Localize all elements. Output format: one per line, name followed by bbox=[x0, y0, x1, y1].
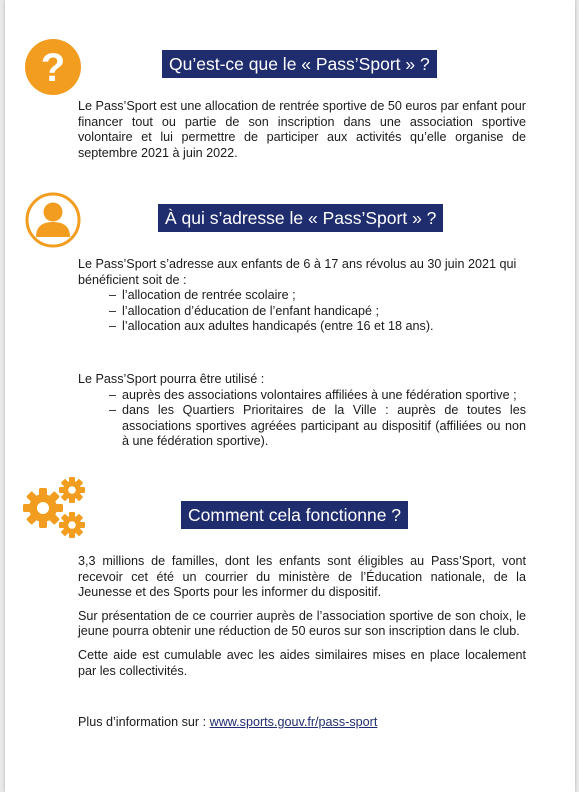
how-paragraph-1: 3,3 millions de familles, dont les enfants sont éligibles au Pass’Sport, vont recevoir cet été un courrier du ministère de l’Éducation nationale, de la Jeunesse et des Sports pour les informer du dispositif. bbox=[78, 554, 526, 600]
section-title-what: Qu’est-ce que le « Pass’Sport » ? bbox=[162, 50, 437, 78]
more-info-line bbox=[78, 715, 526, 731]
list-item: – l’allocation aux adultes handicapés (entre 16 et 18 ans). bbox=[109, 319, 526, 335]
document-page bbox=[5, 0, 575, 792]
more-info-label: Plus d’information sur : bbox=[78, 715, 210, 729]
section-title-who: À qui s’adresse le « Pass’Sport » ? bbox=[158, 204, 443, 232]
list-item: – auprès des associations volontaires affiliées à une fédération sportive ; bbox=[109, 388, 526, 404]
gears-icon bbox=[19, 476, 91, 540]
section-body-who bbox=[78, 257, 526, 450]
how-paragraph-2: Sur présentation de ce courrier auprès de l’association sportive de son choix, le jeune pourra obtenir une réduction de 50 euros sur son inscription dans le club. bbox=[78, 608, 526, 639]
question-icon bbox=[24, 38, 82, 96]
usage-list bbox=[78, 388, 526, 450]
eligibility-list bbox=[78, 288, 526, 335]
how-paragraph-3: Cette aide est cumulable avec les aides similaires mises en place localement par les collectivités. bbox=[78, 647, 526, 678]
pass-sport-link[interactable]: www.sports.gouv.fr/pass-sport bbox=[209, 715, 378, 729]
usage-intro: Le Pass’Sport pourra être utilisé : bbox=[78, 371, 265, 386]
what-paragraph: Le Pass’Sport est une allocation de rentrée sportive de 50 euros par enfant pour financer tout ou partie de son inscription dans une association sportive volontaire et lui permettre de participer aux activités qu’elle organise de septembre 2021 à juin 2022. bbox=[78, 99, 526, 160]
who-intro: Le Pass’Sport s’adresse aux enfants de 6 à 17 ans révolus au 30 juin 2021 qui bénéficient soit de : bbox=[78, 257, 517, 287]
person-icon bbox=[24, 191, 82, 249]
section-title-how: Comment cela fonctionne ? bbox=[181, 501, 408, 529]
section-body-how bbox=[78, 554, 526, 679]
list-item: – l’allocation d’éducation de l’enfant handicapé ; bbox=[109, 304, 526, 320]
section-body-what bbox=[78, 99, 526, 161]
svg-text:?: ? bbox=[40, 46, 66, 90]
list-item: – l’allocation de rentrée scolaire ; bbox=[109, 288, 526, 304]
list-item: – dans les Quartiers Prioritaires de la Ville : auprès de toutes les associations sportives agréées participant au dispositif (affiliées ou non à une fédération sportive). bbox=[109, 403, 526, 450]
